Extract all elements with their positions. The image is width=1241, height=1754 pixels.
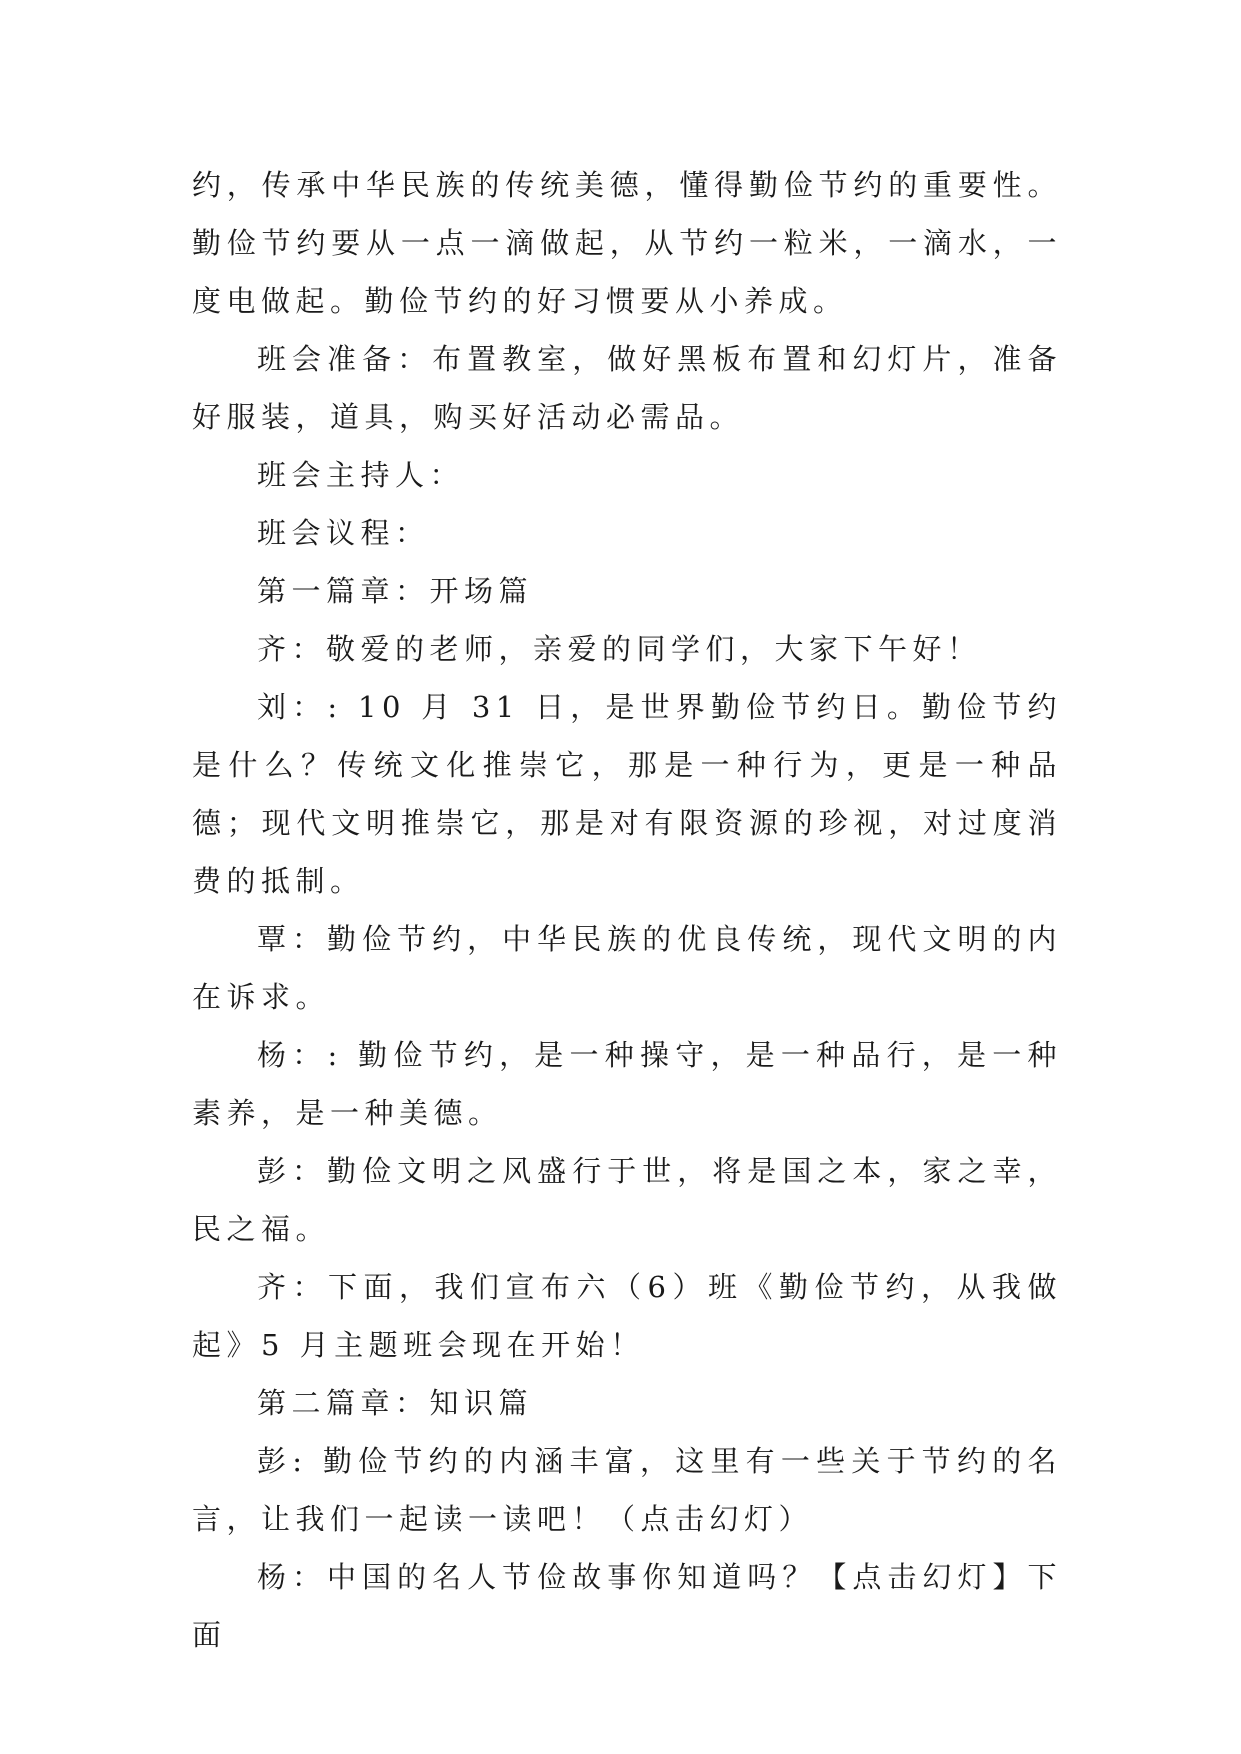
section-heading-knowledge: 第二篇章：知识篇 bbox=[257, 1386, 534, 1420]
paragraph-intro-continued: 约，传承中华民族的传统美德，懂得勤俭节约的重要性。勤俭节约要从一点一滴做起，从节约一粒米，一滴水，一度电做起。勤俭节约的好习惯要从小养成。 bbox=[192, 168, 1062, 318]
paragraph-announcement: 齐：下面，我们宣布六（6）班《勤俭节约，从我做起》5 月主题班会现在开始！ bbox=[192, 1270, 1062, 1362]
paragraph-preparation: 班会准备：布置教室，做好黑板布置和幻灯片，准备好服装，道具，购买好活动必需品。 bbox=[192, 342, 1062, 434]
paragraph-greeting: 齐：敬爱的老师，亲爱的同学们，大家下午好！ bbox=[257, 632, 982, 666]
paragraph-host: 班会主持人： bbox=[257, 458, 465, 492]
document-body bbox=[192, 156, 1062, 1664]
paragraph-liu: 刘：: 10 月 31 日，是世界勤俭节约日。勤俭节约是什么？传统文化推崇它，那是一种行为，更是一种品德；现代文明推崇它，那是对有限资源的珍视，对过度消费的抵制。 bbox=[192, 690, 1062, 898]
paragraph-qin: 覃：勤俭节约，中华民族的优良传统，现代文明的内在诉求。 bbox=[192, 922, 1062, 1014]
paragraph-stories: 杨：中国的名人节俭故事你知道吗？【点击幻灯】下面 bbox=[192, 1560, 1062, 1652]
paragraph-yang: 杨：: 勤俭节约，是一种操守，是一种品行，是一种素养，是一种美德。 bbox=[192, 1038, 1062, 1130]
paragraph-peng: 彭：勤俭文明之风盛行于世，将是国之本，家之幸，民之福。 bbox=[192, 1154, 1062, 1246]
paragraph-agenda: 班会议程： bbox=[257, 516, 430, 550]
section-heading-opening: 第一篇章：开场篇 bbox=[257, 574, 534, 608]
paragraph-quotes: 彭: 勤俭节约的内涵丰富，这里有一些关于节约的名言，让我们一起读一读吧！（点击幻灯） bbox=[192, 1444, 1062, 1536]
